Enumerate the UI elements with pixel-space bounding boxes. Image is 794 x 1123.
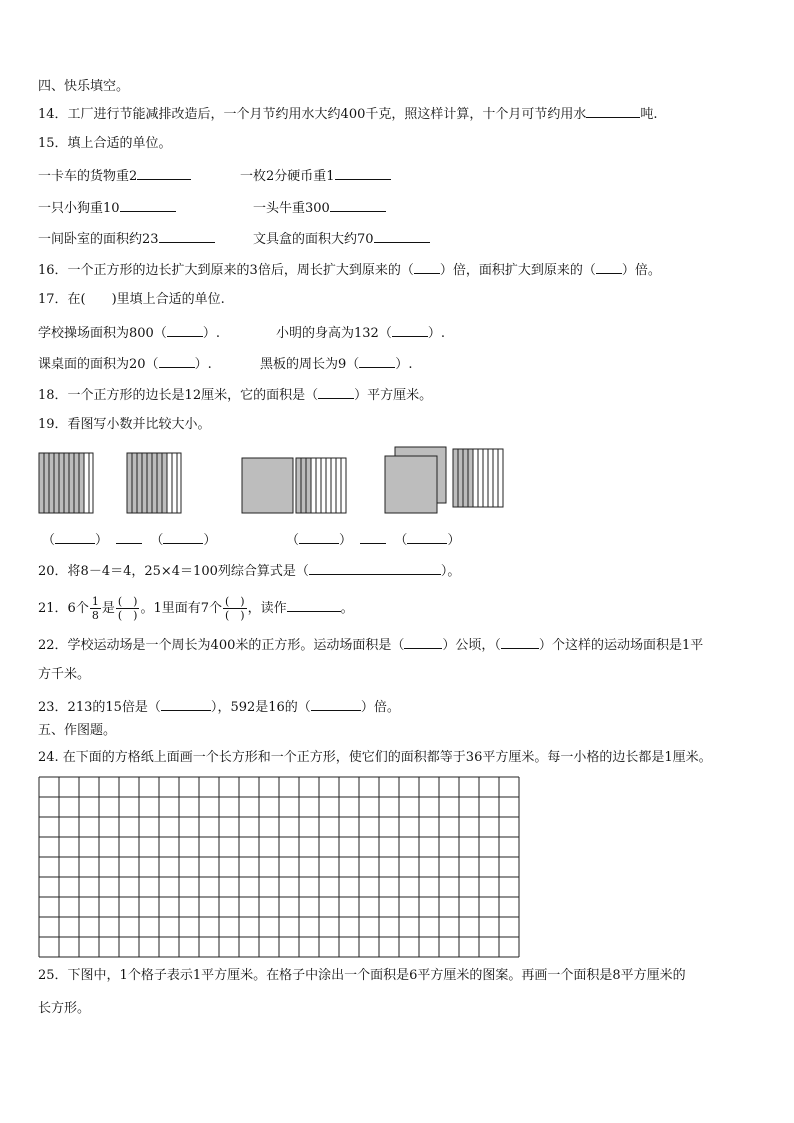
answer-blank[interactable] [163, 530, 203, 544]
question-15-row-3b: 文具盒的面积大约70 [253, 229, 430, 249]
fraction-one-eighth: $\frac{1}{8}$ [91, 595, 99, 622]
question-15-title: 15．填上合适的单位。 [38, 136, 172, 151]
decimal-figures [38, 446, 508, 518]
question-16: 16．一个正方形的边长扩大到原来的3倍后，周长扩大到原来的（ ）倍，面积扩大到原来的（ ）倍。 [38, 260, 661, 280]
answer-blank[interactable] [407, 530, 447, 544]
answer-blank[interactable] [137, 166, 191, 180]
compare-blank[interactable] [116, 530, 142, 544]
figure-1 [39, 453, 93, 513]
question-15-row-2: 一只小狗重10 [38, 198, 176, 218]
compare-blank[interactable] [360, 530, 386, 544]
answer-blank[interactable] [120, 198, 176, 212]
question-22: 22．学校运动场是一个周长为400米的正方形。运动场面积是（ ）公顷，（ ）个这样的运动场面积是1平 [38, 635, 703, 655]
answer-blank[interactable] [287, 598, 341, 612]
answer-blank[interactable] [414, 260, 440, 274]
answer-blank[interactable] [586, 104, 640, 118]
question-23: 23．213的15倍是（ ），592是16的（ ）倍。 [38, 697, 400, 717]
question-17-row-2: 课桌面的面积为20（ ）. [38, 354, 212, 374]
answer-blank[interactable] [167, 323, 203, 337]
question-15-row-1b: 一枚2分硬币重1 [240, 166, 391, 186]
answer-blank[interactable] [374, 229, 430, 243]
fraction-blank[interactable]: $\frac{( )}{( )}$ [224, 595, 245, 622]
fraction-blank[interactable]: $\frac{( )}{( )}$ [117, 595, 138, 622]
question-25-cont: 长方形。 [38, 1001, 91, 1016]
answer-blank[interactable] [335, 166, 391, 180]
answer-blank[interactable] [55, 530, 95, 544]
question-15-row-2b: 一头牛重300 [253, 198, 386, 218]
question-17-title: 17．在( )里填上合适的单位. [38, 292, 225, 307]
answer-blank[interactable] [392, 323, 428, 337]
question-24: 24. 在下面的方格纸上面画一个长方形和一个正方形，使它们的面积都等于36平方厘米。每一小格的边长都是1厘米。 [38, 750, 712, 765]
question-15-row-1: 一卡车的货物重2 [38, 166, 191, 186]
answer-blank[interactable] [318, 385, 354, 399]
question-17-row-1: 学校操场面积为800（ ）. [38, 323, 220, 343]
answer-blank[interactable] [596, 260, 622, 274]
section-5-title: 五、作图题。 [38, 723, 117, 738]
question-19-answers-b: （ ） （ ） [286, 530, 460, 550]
figure-2 [127, 453, 181, 513]
question-22-cont: 方千米。 [38, 667, 91, 682]
question-17-row-1b: 小明的身高为132（ ）. [276, 323, 445, 343]
question-14: 14．工厂进行节能减排改造后，一个月节约用水大约400千克，照这样计算，十个月可节约用水 吨. [38, 104, 658, 124]
question-15-row-3: 一间卧室的面积约23 [38, 229, 215, 249]
answer-blank[interactable] [404, 635, 442, 649]
answer-blank[interactable] [159, 229, 215, 243]
question-17-row-2b: 黑板的周长为9（ ）. [260, 354, 412, 374]
answer-blank[interactable] [311, 697, 361, 711]
answer-blank[interactable] [159, 354, 195, 368]
answer-blank[interactable] [359, 354, 395, 368]
figure-4 [385, 447, 503, 513]
answer-blank[interactable] [330, 198, 386, 212]
question-21: 21．6个 $\frac{1}{8}$ 是 $\frac{( )}{( )}$ 。1里面有7个 $\frac{( )}{( )}$ ，读作 。 [38, 595, 354, 622]
answer-blank[interactable] [309, 561, 441, 575]
answer-blank[interactable] [299, 530, 339, 544]
question-25: 25．下图中，1个格子表示1平方厘米。在格子中涂出一个面积是6平方厘米的图案。再画一个面积是8平方厘米的 [38, 968, 686, 983]
question-19-answers-a: （ ） （ ） [42, 530, 216, 550]
figure-3 [242, 458, 346, 513]
section-4-title: 四、快乐填空。 [38, 79, 130, 94]
question-19-title: 19．看图写小数并比较大小。 [38, 417, 211, 432]
question-18: 18．一个正方形的边长是12厘米，它的面积是（ ）平方厘米。 [38, 385, 432, 405]
square-grid[interactable] [38, 776, 520, 958]
answer-blank[interactable] [501, 635, 539, 649]
question-20: 20．将8－4＝4，25×4＝100列综合算式是（ ）。 [38, 561, 460, 581]
answer-blank[interactable] [161, 697, 211, 711]
